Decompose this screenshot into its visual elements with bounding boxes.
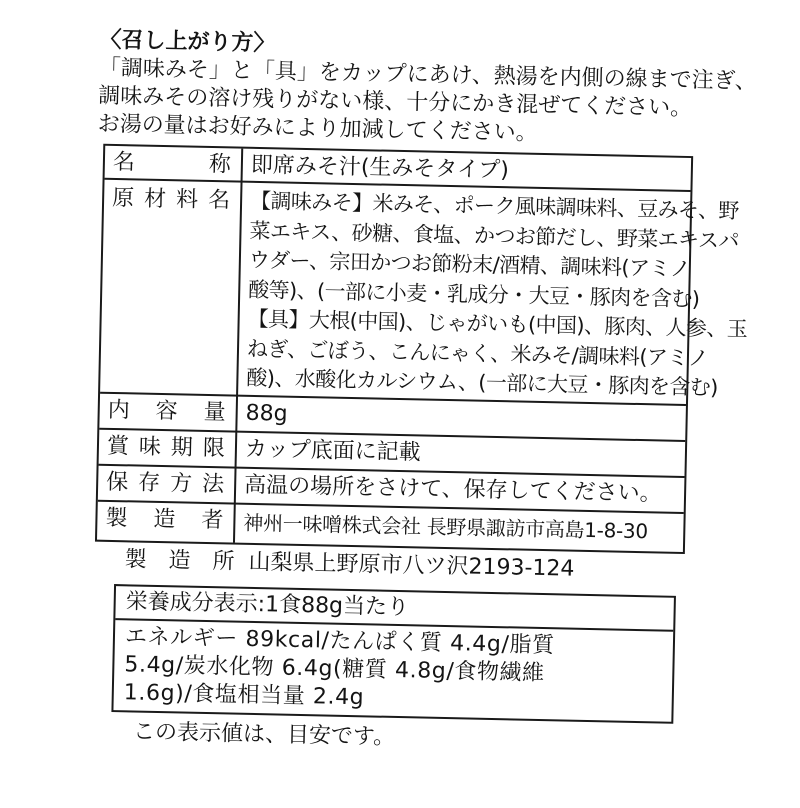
nutrition-line: 1.6g)/食塩相当量 2.4g: [123, 680, 365, 711]
ingredients-line: 酸)、水酸化カルシウム、(一部に大豆・豚肉を含む): [246, 365, 719, 400]
factory-value: 山梨県上野原市八ツ沢2193-124: [248, 549, 575, 582]
ingredients-line: 酸等)、(一部に小麦・乳成分・大豆・豚肉を含む): [248, 277, 700, 311]
instruction-line: 調味みその溶け残りがない様、十分にかき混ぜてください。: [98, 83, 693, 122]
nutrition-header: 栄養成分表示:1食88g当たり: [125, 589, 410, 621]
instruction-line: お湯の量はお好みにより加減してください。: [97, 111, 538, 146]
name-value: 即席みそ汁(生みそタイプ): [250, 152, 510, 184]
product-info-table: [95, 144, 748, 554]
preparation-heading: 〈召し上がり方〉: [99, 27, 276, 57]
ingredients-line: 菜エキス、砂糖、食塩、かつお節だし、野菜エキスパ: [249, 218, 740, 253]
maker-value: 神州一味噌株式会社 長野県諏訪市高島1-8-30: [243, 510, 649, 544]
nutrition-note: この表示値は、目安です。: [132, 719, 396, 750]
content-label: 内 容 量: [107, 397, 226, 426]
ingredients-line: ウダー、宗田かつお節粉末/酒精、調味料(アミノ: [248, 247, 691, 282]
nutrition-line: エネルギー 89kcal/たんぱく質 4.4g/脂質: [124, 624, 555, 659]
nutrition-line: 5.4g/炭水化物 6.4g(糖質 4.8g/食物繊維: [124, 652, 546, 687]
name-label: 名 称: [112, 149, 232, 178]
ingredients-line: 【調味みそ】米みそ、ポーク風味調味料、豆みそ、野: [249, 188, 740, 224]
ingredients-label: 原 材 料 名: [111, 185, 231, 214]
ingredients-line: ねぎ、ごぼう、こんにゃく、米みそ/調味料(アミノ: [246, 336, 709, 370]
storage-value: 高温の場所をさけて、保存してください。: [243, 472, 662, 507]
expiry-label: 賞 味 期 限: [106, 433, 226, 462]
content-value: 88g: [245, 400, 288, 427]
factory-row: [124, 546, 574, 583]
maker-label: 製 造 者: [105, 505, 224, 534]
nutrition-box: [111, 584, 676, 724]
ingredients-line: 【具】大根(中国)、じゃがいも(中国)、豚肉、人参、玉: [247, 306, 748, 342]
factory-label: 製 造 所: [124, 547, 235, 575]
storage-label: 保 存 方 法: [105, 469, 225, 498]
instruction-line: 「調味みそ」と「具」をカップにあけ、熱湯を内側の線まで注ぎ、: [98, 55, 758, 95]
expiry-value: カップ底面に記載: [244, 436, 421, 466]
column-divider: [233, 149, 243, 543]
